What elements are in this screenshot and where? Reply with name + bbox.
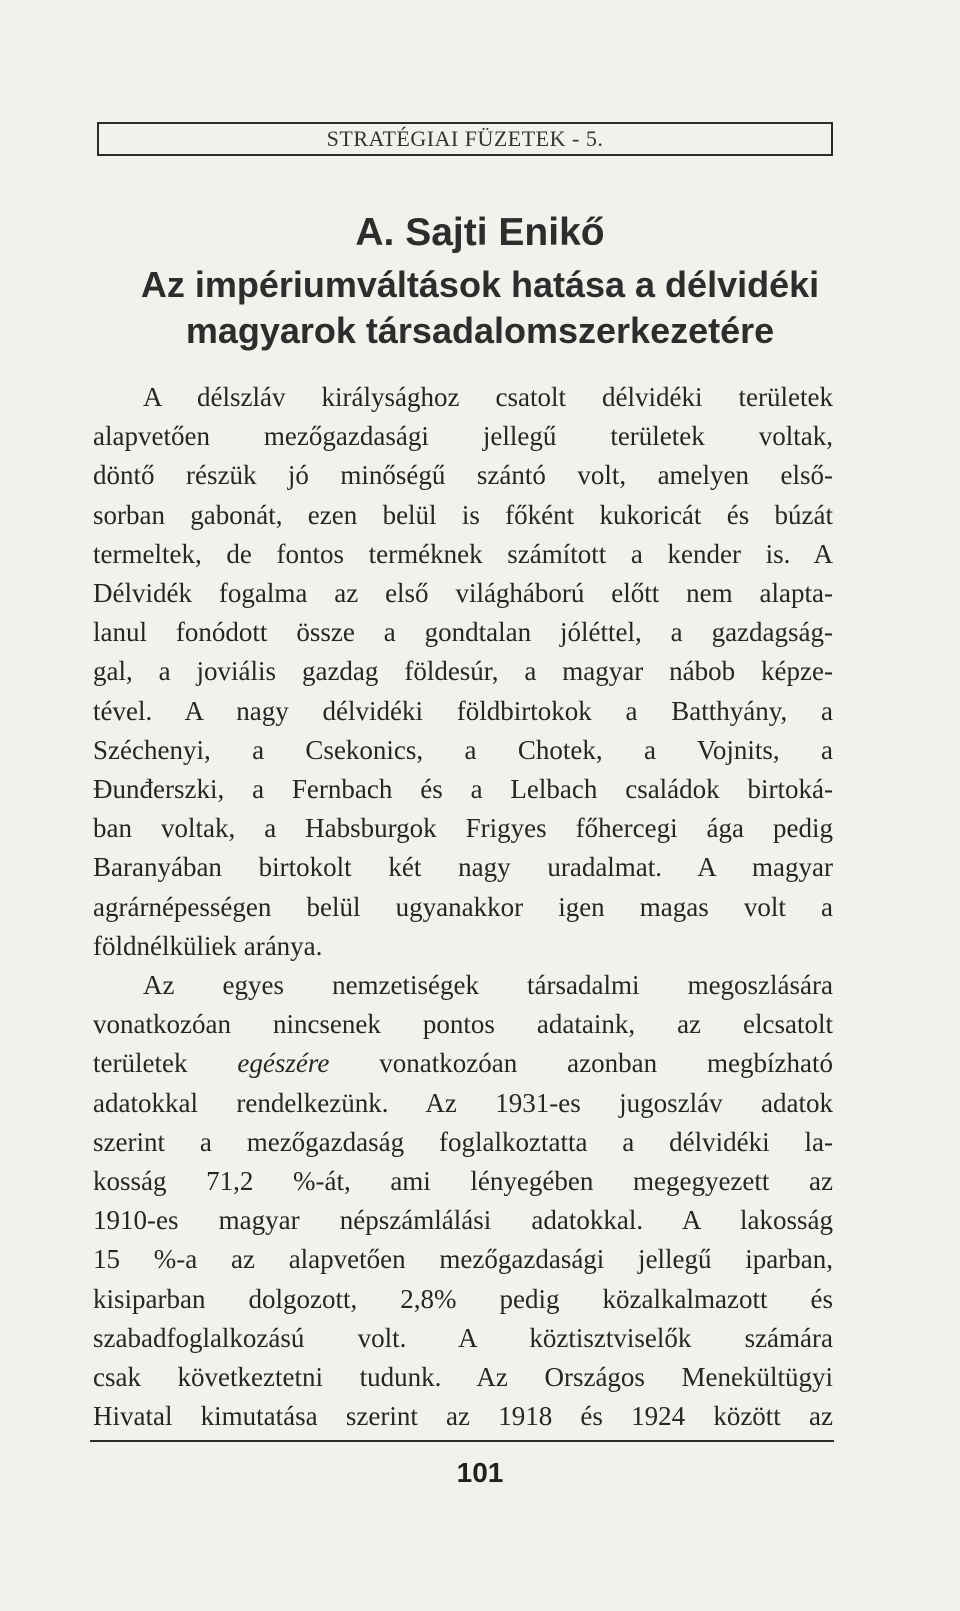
text-line: 15 %-a az alapvetően mezőgazdasági jellegű iparban, [93,1244,833,1275]
series-title: STRATÉGIAI FÜZETEK - 5. [326,126,604,151]
text-line: kosság 71,2 %-át, ami lényegében megegyezett az [93,1166,833,1197]
series-header [97,122,833,156]
text-line: döntő részük jó minőségű szántó volt, amelyen első- [93,460,833,491]
paragraph-2 [93,966,833,1436]
text-line: sorban gabonát, ezen belül is főként kukoricát és búzát [93,499,833,530]
title-line-1: Az impériumváltások hatása a délvidéki [140,264,820,305]
text-line: szerint a mezőgazdaság foglalkoztatta a délvidéki la- [93,1126,833,1157]
text-line: Széchenyi, a Csekonics, a Chotek, a Vojnits, a [93,734,833,765]
text-run: vonatkozóan azonban megbízható [329,1048,833,1079]
article-title [80,262,880,354]
text-line: Hivatal kimutatása szerint az 1918 és 1924 között az [93,1401,833,1432]
text-line: kisiparban dolgozott, 2,8% pedig közalkalmazott és [93,1283,833,1314]
emphasized-word: egészére [237,1048,330,1079]
footer-rule [90,1440,834,1442]
text-line: gal, a joviális gazdag földesúr, a magyar nábob képze- [93,656,833,687]
text-line [93,1044,833,1083]
text-line: lanul fonódott össze a gondtalan jóléttel, a gazdagság- [93,617,833,648]
text-line: agrárnépességen belül ugyanakkor igen magas volt a [93,891,833,922]
text-line: vonatkozóan nincsenek pontos adataink, az elcsatolt [93,1009,833,1040]
text-line: ban voltak, a Habsburgok Frigyes főhercegi ága pedig [93,813,833,844]
article-body [93,378,833,1436]
text-line: adatokkal rendelkezünk. Az 1931-es jugoszláv adatok [93,1087,833,1118]
text-line: Đunđerszki, a Fernbach és a Lelbach családok birtoká- [93,774,833,805]
text-line: szabadfoglalkozású volt. A köztisztviselők számára [93,1322,833,1353]
text-line: 1910-es magyar népszámlálási adatokkal. A lakosság [93,1205,833,1236]
text-line: földnélküliek aránya. [93,930,323,961]
article-author: A. Sajti Enikő [355,211,605,254]
text-line: Az egyes nemzetiségek társadalmi megoszlására [143,970,833,1001]
text-line: alapvetően mezőgazdasági jellegű területek voltak, [93,421,833,452]
text-line: tével. A nagy délvidéki földbirtokok a Batthyány, a [93,695,833,726]
text-run: területek [93,1048,238,1079]
text-line: csak következtetni tudunk. Az Országos Menekültügyi [93,1362,833,1393]
title-line-2: magyarok társadalomszerkezetére [185,310,775,351]
text-line: A délszláv királysághoz csatolt délvidéki területek [143,382,833,412]
paragraph-1 [93,378,833,966]
text-line: Baranyában birtokolt két nagy uradalmat. A magyar [93,852,833,883]
page-number: 101 [456,1457,504,1488]
text-line: termeltek, de fontos terméknek számított a kender is. A [93,538,833,569]
text-line: Délvidék fogalma az első világháború előtt nem alapta- [93,578,833,609]
